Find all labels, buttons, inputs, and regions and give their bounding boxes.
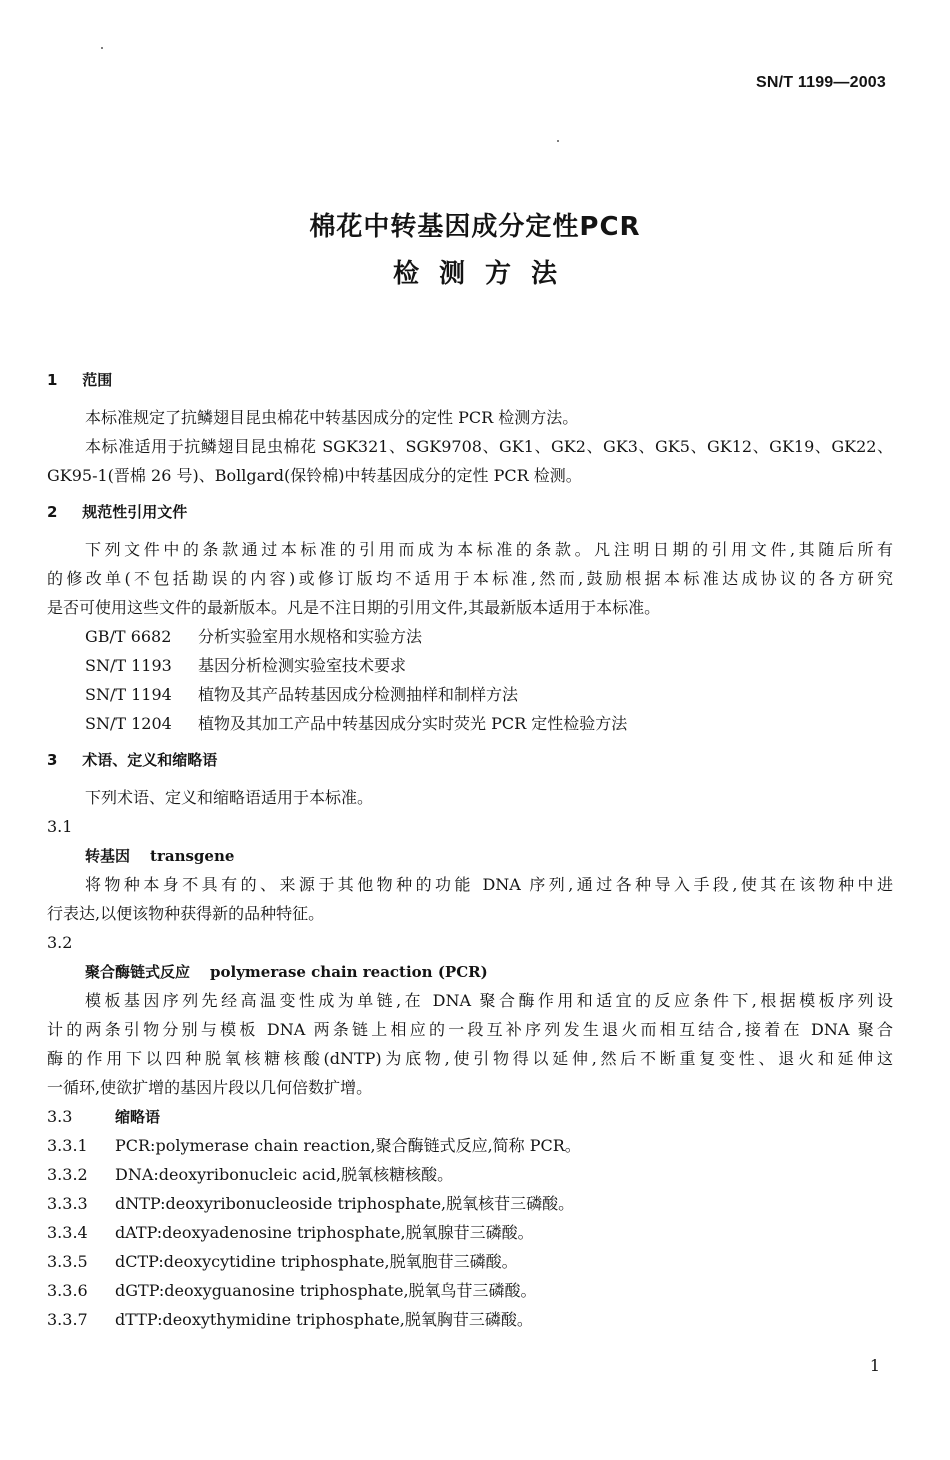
paragraph: 下列文件中的条款通过本标准的引用而成为本标准的条款。凡注明日期的引用文件,其随后所有: [85, 540, 893, 559]
item-number: 3.3.6: [47, 1281, 88, 1300]
term-cn: 聚合酶链式反应: [85, 963, 191, 981]
section-number: 3: [47, 751, 58, 769]
term-heading: [47, 841, 893, 870]
document-body: [47, 366, 893, 1334]
section-title: 范围: [82, 371, 113, 389]
paragraph: 本标准规定了抗鳞翅目昆虫棉花中转基因成分的定性 PCR 检测方法。: [85, 408, 579, 427]
item-text: dNTP:deoxyribonucleoside triphosphate,脱氧核苷三磷酸。: [115, 1194, 575, 1213]
term-en: polymerase chain reaction (PCR): [210, 963, 488, 981]
item-text: PCR:polymerase chain reaction,聚合酶链式反应,简称 PCR。: [115, 1136, 581, 1155]
section-1-heading: [47, 366, 893, 395]
item-text: dGTP:deoxyguanosine triphosphate,脱氧鸟苷三磷酸。: [115, 1281, 537, 1300]
definition: 行表达,以便该物种获得新的品种特征。: [47, 904, 325, 923]
abbreviation-item: [47, 1305, 893, 1334]
abbreviation-item: [47, 1218, 893, 1247]
abbreviation-item: [47, 1189, 893, 1218]
paragraph: 的修改单(不包括勘误的内容)或修订版均不适用于本标准,然而,鼓励根据本标准达成协议的各方研究: [47, 569, 893, 588]
paragraph: 是否可使用这些文件的最新版本。凡是不注日期的引用文件,其最新版本适用于本标准。: [47, 598, 661, 617]
item-number: 3.3.5: [47, 1252, 88, 1271]
scan-speck: [557, 140, 559, 142]
reference-code: SN/T 1194: [85, 685, 172, 704]
term-cn: 转基因: [85, 847, 131, 865]
reference-title: 基因分析检测实验室技术要求: [198, 656, 407, 675]
item-number: 3.3.3: [47, 1194, 88, 1213]
reference-title: 植物及其加工产品中转基因成分实时荧光 PCR 定性检验方法: [198, 714, 628, 733]
definition: 将物种本身不具有的、来源于其他物种的功能 DNA 序列,通过各种导入手段,使其在该物种中进: [85, 875, 893, 894]
abbreviation-item: [47, 1160, 893, 1189]
item-text: dTTP:deoxythymidine triphosphate,脱氧胸苷三磷酸。: [115, 1310, 533, 1329]
section-3-heading: [47, 746, 893, 775]
item-number: 3.3.7: [47, 1310, 88, 1329]
section-title: 规范性引用文件: [82, 503, 188, 521]
term-heading: [47, 957, 893, 986]
section-title: 术语、定义和缩略语: [82, 751, 218, 769]
document-subtitle: 检测方法: [392, 259, 577, 289]
reference-title: 分析实验室用水规格和实验方法: [198, 627, 423, 646]
clause-title: 缩略语: [115, 1108, 161, 1126]
reference-item: [47, 651, 893, 680]
abbreviation-item: [47, 1276, 893, 1305]
section-number: 2: [47, 503, 58, 521]
abbreviation-item: [47, 1247, 893, 1276]
page-number: 1: [869, 1356, 880, 1375]
definition: 计的两条引物分别与模板 DNA 两条链上相应的一段互补序列发生退火而相互结合,接着在 DNA 聚合: [47, 1020, 893, 1039]
definition: 一循环,使欲扩增的基因片段以几何倍数扩增。: [47, 1078, 373, 1097]
document-title: 棉花中转基因成分定性PCR: [309, 212, 641, 242]
clause-heading: [47, 1102, 893, 1131]
item-number: 3.3.2: [47, 1165, 88, 1184]
reference-code: SN/T 1193: [85, 656, 172, 675]
term-en: transgene: [150, 847, 235, 865]
paragraph: 本标准适用于抗鳞翅目昆虫棉花 SGK321、SGK9708、GK1、GK2、GK3、GK5、GK12、GK19、GK22、: [85, 437, 893, 456]
paragraph: 下列术语、定义和缩略语适用于本标准。: [85, 788, 374, 807]
paragraph: GK95-1(晋棉 26 号)、Bollgard(保铃棉)中转基因成分的定性 PCR 检测。: [47, 466, 582, 485]
reference-item: [47, 622, 893, 651]
definition: 模板基因序列先经高温变性成为单链,在 DNA 聚合酶作用和适宜的反应条件下,根据模板序列设: [85, 991, 893, 1010]
reference-code: SN/T 1204: [85, 714, 172, 733]
standard-code: SN/T 1199—2003: [756, 74, 886, 91]
reference-item: [47, 680, 893, 709]
item-text: DNA:deoxyribonucleic acid,脱氧核糖核酸。: [115, 1165, 454, 1184]
reference-code: GB/T 6682: [85, 627, 172, 646]
clause-number: 3.2: [47, 933, 73, 952]
abbreviation-item: [47, 1131, 893, 1160]
reference-item: [47, 709, 893, 738]
section-number: 1: [47, 371, 58, 389]
item-number: 3.3.1: [47, 1136, 88, 1155]
clause-number: 3.3: [47, 1107, 73, 1126]
item-text: dATP:deoxyadenosine triphosphate,脱氧腺苷三磷酸。: [115, 1223, 534, 1242]
scan-speck: [101, 47, 103, 49]
item-text: dCTP:deoxycytidine triphosphate,脱氧胞苷三磷酸。: [115, 1252, 518, 1271]
clause-number: 3.1: [47, 817, 73, 836]
section-2-heading: [47, 498, 893, 527]
definition: 酶的作用下以四种脱氧核糖核酸(dNTP)为底物,使引物得以延伸,然后不断重复变性、退火和延伸这: [47, 1049, 893, 1068]
reference-title: 植物及其产品转基因成分检测抽样和制样方法: [198, 685, 519, 704]
item-number: 3.3.4: [47, 1223, 88, 1242]
